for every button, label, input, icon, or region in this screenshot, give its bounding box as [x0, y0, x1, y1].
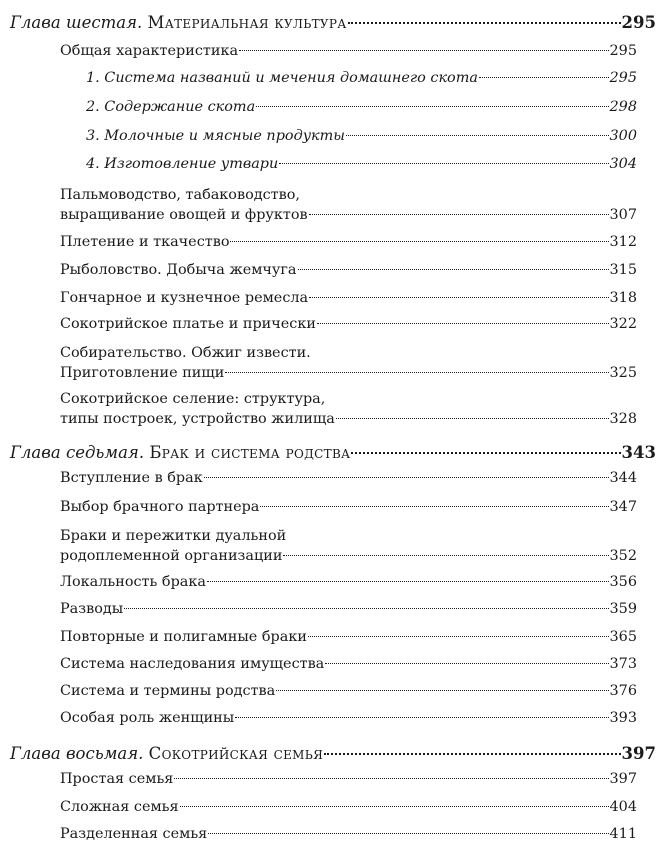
- page-number: 315: [609, 262, 637, 278]
- page-number: 344: [609, 470, 637, 486]
- dot-leader: [124, 608, 608, 609]
- dot-leader: [324, 753, 620, 755]
- toc-entry: [60, 769, 637, 789]
- entry-label: 2. Содержание скота: [86, 99, 256, 115]
- toc-entry: [60, 627, 637, 647]
- toc-entry: [60, 260, 637, 280]
- page-number: 304: [609, 156, 637, 172]
- dot-leader: [348, 22, 621, 24]
- toc-entry: [60, 343, 637, 383]
- toc-subentry: [86, 97, 637, 117]
- toc-entry: [60, 654, 637, 674]
- dot-leader: [230, 241, 608, 242]
- entry-label: Сложная семья: [60, 799, 179, 815]
- chapter-prefix: Глава восьмая.: [10, 744, 144, 763]
- entry-label: Повторные и полигамные браки: [60, 629, 307, 645]
- entry-label-line2: Приготовление пищи: [60, 365, 225, 381]
- entry-label-line1: Собирательство. Обжиг извести.: [60, 345, 311, 361]
- dot-leader: [325, 663, 608, 664]
- page-number: 376: [609, 683, 637, 699]
- chapter-heading: [10, 13, 656, 33]
- chapter-title: Сокотрийская семья: [148, 744, 324, 763]
- entry-label-line2: выращивание овощей и фруктов: [60, 207, 308, 223]
- dot-leader: [204, 477, 609, 478]
- page-number: 318: [609, 290, 637, 306]
- page-number: 325: [609, 365, 637, 381]
- toc-entry: [60, 681, 637, 701]
- page-number: 404: [609, 799, 637, 815]
- toc-entry: [60, 288, 637, 308]
- page-number: 343: [621, 443, 656, 462]
- entry-label: Разводы: [60, 601, 124, 617]
- page-number: 295: [621, 13, 656, 32]
- dot-leader: [235, 717, 608, 718]
- chapter-title: Материальная культура: [147, 13, 347, 32]
- toc-entry: [60, 232, 637, 252]
- toc-entry: [60, 797, 637, 817]
- entry-label: Локальность брака: [60, 574, 206, 590]
- toc-entry: [60, 41, 637, 61]
- entry-label: Система наследования имущества: [60, 656, 325, 672]
- page-number: 393: [609, 710, 637, 726]
- dot-leader: [309, 214, 609, 215]
- page-number: 397: [609, 771, 637, 787]
- dot-leader: [298, 269, 609, 270]
- entry-label: Система и термины родства: [60, 683, 276, 699]
- entry-label: Сокотрийское платье и прически: [60, 316, 316, 332]
- chapter-heading: [10, 443, 656, 463]
- toc-subentry: [86, 154, 637, 174]
- toc-subentry: [86, 126, 637, 146]
- toc-entry: [60, 599, 637, 619]
- page-number: 295: [609, 43, 637, 59]
- entry-label: Простая семья: [60, 771, 174, 787]
- chapter-title: Брак и система родства: [149, 443, 351, 462]
- page-number: 295: [609, 70, 637, 86]
- dot-leader: [309, 297, 608, 298]
- entry-label: Плетение и ткачество: [60, 234, 230, 250]
- dot-leader: [479, 77, 609, 78]
- dot-leader: [260, 506, 608, 507]
- chapter-heading: [10, 744, 656, 764]
- page-number: 373: [609, 656, 637, 672]
- dot-leader: [308, 636, 609, 637]
- dot-leader: [207, 581, 609, 582]
- entry-label: Выбор брачного партнера: [60, 499, 260, 515]
- chapter-prefix: Глава шестая.: [10, 13, 143, 32]
- toc-entry: [60, 389, 637, 429]
- entry-label-line2: родоплеменной организации: [60, 548, 283, 564]
- toc-entry: [60, 314, 637, 334]
- toc-entry: [60, 497, 637, 517]
- entry-label: 1. Система названий и мечения домашнего скота: [86, 70, 478, 86]
- page-number: 307: [609, 207, 637, 223]
- entry-label: Особая роль женщины: [60, 710, 235, 726]
- entry-label-line1: Сокотрийское селение: структура,: [60, 391, 326, 407]
- entry-label: Гончарное и кузнечное ремесла: [60, 290, 309, 306]
- dot-leader: [346, 135, 609, 136]
- entry-label-line2: типы построек, устройство жилища: [60, 411, 335, 427]
- toc-entry: [60, 185, 637, 225]
- page-number: 328: [609, 411, 637, 427]
- page-number: 397: [621, 744, 656, 763]
- dot-leader: [180, 806, 609, 807]
- entry-label: Рыболовство. Добыча жемчуга: [60, 262, 297, 278]
- dot-leader: [239, 50, 609, 51]
- toc-entry: [60, 526, 637, 566]
- toc-entry: [60, 824, 637, 844]
- toc-subentry: [86, 68, 637, 88]
- page-number: 300: [609, 128, 637, 144]
- dot-leader: [208, 833, 608, 834]
- page-number: 356: [609, 574, 637, 590]
- toc-entry: [60, 708, 637, 728]
- dot-leader: [317, 323, 609, 324]
- page-number: 312: [609, 234, 637, 250]
- page-number: 322: [609, 316, 637, 332]
- dot-leader: [174, 778, 608, 779]
- dot-leader: [225, 372, 608, 373]
- chapter-prefix: Глава седьмая.: [10, 443, 145, 462]
- entry-label: Вступление в брак: [60, 470, 203, 486]
- entry-label: 4. Изготовление утвари: [86, 156, 279, 172]
- entry-label: Общая характеристика: [60, 43, 239, 59]
- page-number: 298: [609, 99, 637, 115]
- dot-leader: [279, 163, 608, 164]
- toc-entry: [60, 468, 637, 488]
- entry-label: Разделенная семья: [60, 826, 208, 842]
- dot-leader: [256, 106, 608, 107]
- page-number: 411: [609, 826, 637, 842]
- toc-entry: [60, 572, 637, 592]
- page-number: 359: [609, 601, 637, 617]
- dot-leader: [283, 555, 608, 556]
- page-number: 347: [609, 499, 637, 515]
- entry-label-line1: Браки и пережитки дуальной: [60, 528, 287, 544]
- entry-label-line1: Пальмоводство, табаководство,: [60, 187, 300, 203]
- dot-leader: [336, 418, 609, 419]
- entry-label: 3. Молочные и мясные продукты: [86, 128, 345, 144]
- page-number: 365: [609, 629, 637, 645]
- page-number: 352: [609, 548, 637, 564]
- dot-leader: [276, 690, 608, 691]
- dot-leader: [351, 452, 620, 454]
